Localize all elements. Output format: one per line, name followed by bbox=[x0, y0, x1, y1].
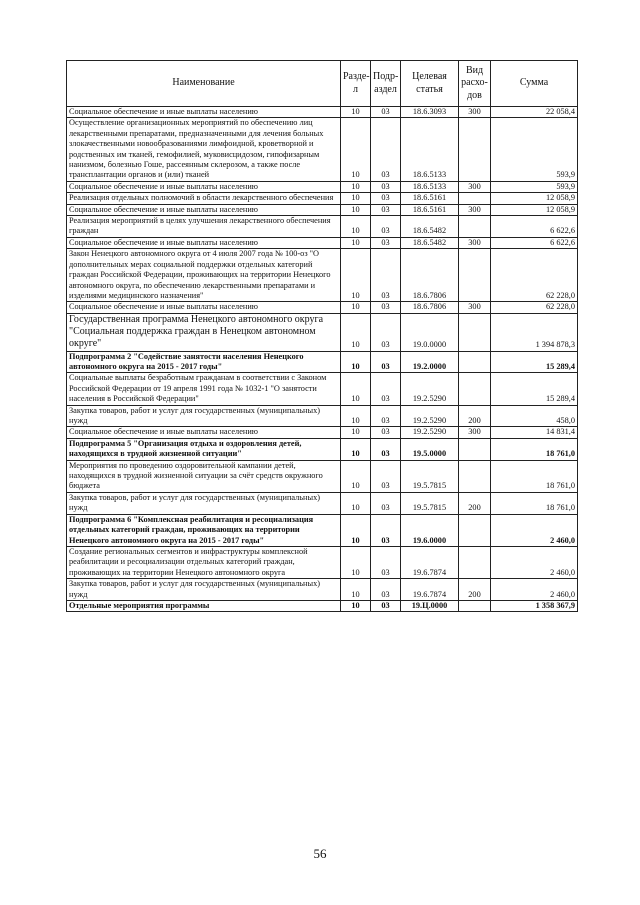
cell-kind bbox=[459, 546, 491, 578]
cell-subsection: 03 bbox=[371, 107, 401, 118]
table-row bbox=[67, 302, 578, 313]
cell-sum: 2 460,0 bbox=[491, 514, 578, 546]
column-header-kind: Вид расходов bbox=[459, 61, 491, 107]
table-header bbox=[67, 61, 578, 107]
cell-name: Подпрограмма 6 "Комплексная реабилитация и ресоциализация отдельных категорий граждан, проживающих на территории Ненецкого автономного округа на 2015 - 2017 годы" bbox=[67, 514, 341, 546]
cell-target: 19.2.5290 bbox=[401, 405, 459, 427]
column-header-subsection: Подраздел bbox=[371, 61, 401, 107]
cell-subsection: 03 bbox=[371, 373, 401, 405]
cell-kind: 300 bbox=[459, 302, 491, 313]
cell-kind: 200 bbox=[459, 492, 491, 514]
cell-sum: 22 058,4 bbox=[491, 107, 578, 118]
cell-name: Социальное обеспечение и иные выплаты населению bbox=[67, 237, 341, 248]
cell-name: Подпрограмма 5 "Организация отдыха и оздоровления детей, находящихся в трудной жизненной ситуации" bbox=[67, 438, 341, 460]
cell-sum: 62 228,0 bbox=[491, 302, 578, 313]
cell-kind bbox=[459, 514, 491, 546]
cell-section: 10 bbox=[341, 249, 371, 302]
cell-target: 19.6.7874 bbox=[401, 579, 459, 601]
table-row bbox=[67, 204, 578, 215]
cell-section: 10 bbox=[341, 302, 371, 313]
cell-section: 10 bbox=[341, 107, 371, 118]
cell-subsection: 03 bbox=[371, 405, 401, 427]
table-row bbox=[67, 579, 578, 601]
cell-target: 18.6.5482 bbox=[401, 237, 459, 248]
table-row bbox=[67, 546, 578, 578]
cell-name: Социальные выплаты безработным гражданам в соответствии с Законом Российской Федерации от 19 апреля 1991 года № 1032-1 "О занятости населения в Российской Федерации" bbox=[67, 373, 341, 405]
cell-sum: 2 460,0 bbox=[491, 579, 578, 601]
table-body bbox=[67, 107, 578, 612]
cell-kind bbox=[459, 460, 491, 492]
cell-target: 18.6.5161 bbox=[401, 204, 459, 215]
cell-target: 18.6.5161 bbox=[401, 193, 459, 204]
cell-section: 10 bbox=[341, 181, 371, 192]
cell-sum: 15 289,4 bbox=[491, 351, 578, 373]
cell-sum: 1 394 878,3 bbox=[491, 313, 578, 351]
cell-name: Социальное обеспечение и иные выплаты населению bbox=[67, 302, 341, 313]
cell-section: 10 bbox=[341, 460, 371, 492]
cell-target: 19.5.0000 bbox=[401, 438, 459, 460]
table-row bbox=[67, 237, 578, 248]
cell-name: Закупка товаров, работ и услуг для государственных (муниципальных) нужд bbox=[67, 492, 341, 514]
cell-sum: 14 831,4 bbox=[491, 427, 578, 438]
table-row bbox=[67, 351, 578, 373]
table-row bbox=[67, 600, 578, 611]
table-row bbox=[67, 514, 578, 546]
cell-kind bbox=[459, 118, 491, 181]
cell-sum: 12 058,9 bbox=[491, 193, 578, 204]
cell-target: 18.6.5133 bbox=[401, 181, 459, 192]
table-row bbox=[67, 492, 578, 514]
table-row bbox=[67, 438, 578, 460]
cell-section: 10 bbox=[341, 373, 371, 405]
table-row bbox=[67, 193, 578, 204]
cell-kind: 300 bbox=[459, 107, 491, 118]
cell-target: 19.2.0000 bbox=[401, 351, 459, 373]
cell-sum: 18 761,0 bbox=[491, 460, 578, 492]
cell-target: 19.Ц.0000 bbox=[401, 600, 459, 611]
cell-subsection: 03 bbox=[371, 427, 401, 438]
cell-subsection: 03 bbox=[371, 181, 401, 192]
cell-sum: 62 228,0 bbox=[491, 249, 578, 302]
cell-kind bbox=[459, 313, 491, 351]
cell-subsection: 03 bbox=[371, 313, 401, 351]
cell-section: 10 bbox=[341, 514, 371, 546]
cell-subsection: 03 bbox=[371, 237, 401, 248]
cell-name: Создание региональных сегментов и инфраструктуры комплексной реабилитации и ресоциализации отдельных категорий граждан, проживающих на территории Ненецкого автономного округа bbox=[67, 546, 341, 578]
cell-kind: 300 bbox=[459, 237, 491, 248]
cell-target: 18.6.7806 bbox=[401, 302, 459, 313]
cell-name: Социальное обеспечение и иные выплаты населению bbox=[67, 181, 341, 192]
cell-name: Закон Ненецкого автономного округа от 4 июля 2007 года № 100-оз "О дополнительных мерах социальной поддержки отдельных категорий граждан Российской Федерации, проживающих на территории Ненецкого автономного округа, по обеспечению лекарственными препаратами и изделиями медицинского назначения" bbox=[67, 249, 341, 302]
table-row bbox=[67, 107, 578, 118]
cell-name: Мероприятия по проведению оздоровительной кампании детей, находящихся в трудной жизненной ситуации за счёт средств окружного бюджета bbox=[67, 460, 341, 492]
cell-sum: 6 622,6 bbox=[491, 237, 578, 248]
cell-subsection: 03 bbox=[371, 351, 401, 373]
cell-subsection: 03 bbox=[371, 193, 401, 204]
cell-subsection: 03 bbox=[371, 249, 401, 302]
column-header-section: Раздел bbox=[341, 61, 371, 107]
cell-subsection: 03 bbox=[371, 492, 401, 514]
cell-target: 19.6.0000 bbox=[401, 514, 459, 546]
cell-name: Государственная программа Ненецкого автономного округа "Социальная поддержка граждан в Ненецком автономном округе" bbox=[67, 313, 341, 351]
cell-name: Закупка товаров, работ и услуг для государственных (муниципальных) нужд bbox=[67, 579, 341, 601]
cell-sum: 18 761,0 bbox=[491, 438, 578, 460]
cell-subsection: 03 bbox=[371, 204, 401, 215]
cell-name: Реализация отдельных полномочий в области лекарственного обеспечения bbox=[67, 193, 341, 204]
cell-kind bbox=[459, 373, 491, 405]
budget-table bbox=[66, 60, 578, 612]
cell-subsection: 03 bbox=[371, 216, 401, 238]
cell-section: 10 bbox=[341, 204, 371, 215]
cell-sum: 2 460,0 bbox=[491, 546, 578, 578]
table-row bbox=[67, 216, 578, 238]
cell-section: 10 bbox=[341, 492, 371, 514]
cell-subsection: 03 bbox=[371, 302, 401, 313]
table-row bbox=[67, 427, 578, 438]
cell-kind: 300 bbox=[459, 181, 491, 192]
cell-section: 10 bbox=[341, 313, 371, 351]
table-row bbox=[67, 118, 578, 181]
cell-target: 18.6.5482 bbox=[401, 216, 459, 238]
cell-name: Социальное обеспечение и иные выплаты населению bbox=[67, 107, 341, 118]
cell-section: 10 bbox=[341, 216, 371, 238]
cell-name: Социальное обеспечение и иные выплаты населению bbox=[67, 204, 341, 215]
cell-kind: 200 bbox=[459, 405, 491, 427]
cell-section: 10 bbox=[341, 427, 371, 438]
cell-subsection: 03 bbox=[371, 460, 401, 492]
cell-kind bbox=[459, 216, 491, 238]
cell-sum: 458,0 bbox=[491, 405, 578, 427]
cell-sum: 593,9 bbox=[491, 181, 578, 192]
cell-kind: 200 bbox=[459, 579, 491, 601]
cell-target: 18.6.3093 bbox=[401, 107, 459, 118]
cell-name: Отдельные мероприятия программы bbox=[67, 600, 341, 611]
cell-section: 10 bbox=[341, 438, 371, 460]
cell-target: 18.6.7806 bbox=[401, 249, 459, 302]
column-header-target: Целевая статья bbox=[401, 61, 459, 107]
cell-sum: 1 358 367,9 bbox=[491, 600, 578, 611]
cell-section: 10 bbox=[341, 579, 371, 601]
cell-sum: 15 289,4 bbox=[491, 373, 578, 405]
table-row bbox=[67, 460, 578, 492]
cell-subsection: 03 bbox=[371, 600, 401, 611]
cell-kind: 300 bbox=[459, 427, 491, 438]
cell-kind: 300 bbox=[459, 204, 491, 215]
cell-section: 10 bbox=[341, 546, 371, 578]
cell-sum: 12 058,9 bbox=[491, 204, 578, 215]
table-row bbox=[67, 249, 578, 302]
cell-target: 19.6.7874 bbox=[401, 546, 459, 578]
cell-subsection: 03 bbox=[371, 118, 401, 181]
cell-name: Закупка товаров, работ и услуг для государственных (муниципальных) нужд bbox=[67, 405, 341, 427]
cell-target: 19.5.7815 bbox=[401, 460, 459, 492]
page-number: 56 bbox=[313, 846, 327, 861]
cell-subsection: 03 bbox=[371, 514, 401, 546]
cell-sum: 6 622,6 bbox=[491, 216, 578, 238]
cell-section: 10 bbox=[341, 118, 371, 181]
cell-name: Реализация мероприятий в целях улучшения лекарственного обеспечения граждан bbox=[67, 216, 341, 238]
cell-target: 19.2.5290 bbox=[401, 427, 459, 438]
column-header-sum: Сумма bbox=[491, 61, 578, 107]
cell-subsection: 03 bbox=[371, 546, 401, 578]
cell-target: 19.2.5290 bbox=[401, 373, 459, 405]
cell-kind bbox=[459, 438, 491, 460]
cell-subsection: 03 bbox=[371, 579, 401, 601]
cell-name: Социальное обеспечение и иные выплаты населению bbox=[67, 427, 341, 438]
cell-kind bbox=[459, 193, 491, 204]
cell-section: 10 bbox=[341, 405, 371, 427]
cell-kind bbox=[459, 600, 491, 611]
cell-kind bbox=[459, 351, 491, 373]
cell-sum: 593,9 bbox=[491, 118, 578, 181]
cell-target: 19.5.7815 bbox=[401, 492, 459, 514]
cell-target: 18.6.5133 bbox=[401, 118, 459, 181]
cell-target: 19.0.0000 bbox=[401, 313, 459, 351]
cell-sum: 18 761,0 bbox=[491, 492, 578, 514]
table-row bbox=[67, 313, 578, 351]
cell-section: 10 bbox=[341, 193, 371, 204]
table-row bbox=[67, 181, 578, 192]
cell-subsection: 03 bbox=[371, 438, 401, 460]
cell-section: 10 bbox=[341, 237, 371, 248]
table-row bbox=[67, 405, 578, 427]
column-header-name: Наименование bbox=[67, 61, 341, 107]
cell-section: 10 bbox=[341, 351, 371, 373]
cell-kind bbox=[459, 249, 491, 302]
cell-name: Осуществление организационных мероприятий по обеспечению лиц лекарственными препаратами, предназначенными для лечения больных злокачественными новообразованиями лимфоидной, кроветворной и родственных им тканей, гемофилией, муковисцидозом, гипофизарным нанизмом, болезнью Гоше, рассеянным склерозом, а также после трансплантации органов и (или) тканей bbox=[67, 118, 341, 181]
cell-name: Подпрограмма 2 "Содействие занятости населения Ненецкого автономного округа на 2015 - 2017 годы" bbox=[67, 351, 341, 373]
cell-section: 10 bbox=[341, 600, 371, 611]
table-row bbox=[67, 373, 578, 405]
